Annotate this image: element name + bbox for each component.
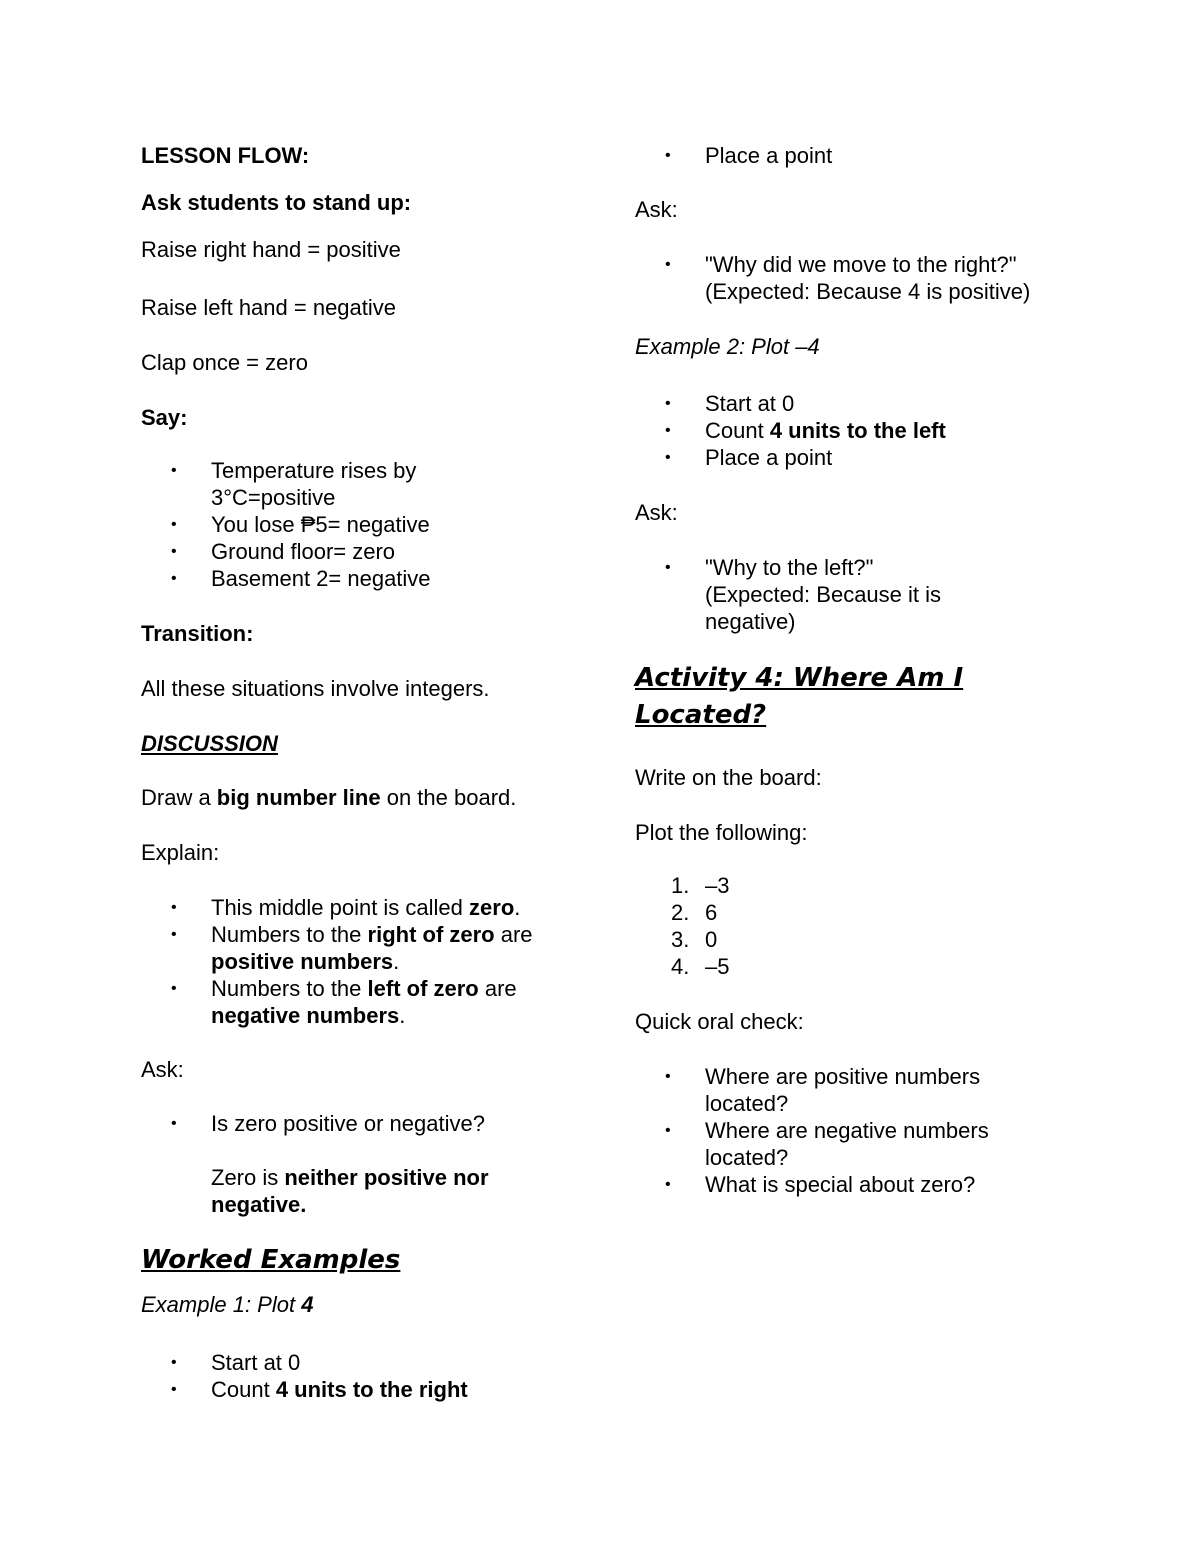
explain-text: Numbers to the — [211, 922, 368, 947]
bullet-icon: • — [665, 1122, 671, 1139]
list-item — [635, 417, 1075, 444]
ask-label: Ask: — [141, 1057, 184, 1082]
list-item — [141, 921, 581, 975]
list-item — [141, 1110, 581, 1218]
plot-value: 6 — [705, 900, 718, 925]
step-text: Place a point — [705, 445, 833, 470]
explain-text: This middle point is called — [211, 895, 470, 920]
bullet-icon: • — [171, 462, 177, 479]
ask-question: Is zero positive or negative? — [211, 1111, 485, 1136]
explain-text: are — [494, 922, 533, 947]
lesson-flow-heading: LESSON FLOW: — [141, 143, 310, 168]
bullet-icon: • — [171, 926, 177, 943]
example-1-steps — [141, 1349, 581, 1403]
bullet-icon: • — [665, 256, 671, 273]
worked-examples-heading: Worked Examples — [141, 1245, 401, 1275]
bullet-icon: • — [171, 899, 177, 916]
answer-bold: negative. — [211, 1192, 307, 1217]
explain-bold: positive numbers — [211, 949, 394, 974]
bullet-icon: • — [171, 1115, 177, 1132]
bullet-icon: • — [665, 395, 671, 412]
clap-text: Clap once = zero — [141, 350, 308, 375]
explain-bold: zero — [469, 895, 515, 920]
answer-bold: neither positive nor — [284, 1165, 489, 1190]
list-item — [635, 390, 1075, 417]
ask-list — [141, 1110, 581, 1218]
draw-instruction — [141, 784, 516, 811]
answer-line — [211, 1164, 581, 1191]
plot-following-text: Plot the following: — [635, 820, 808, 845]
bullet-icon: • — [171, 570, 177, 587]
say-item-line: Temperature rises by — [211, 458, 417, 483]
explain-bold: left of zero — [367, 976, 479, 1001]
list-item — [635, 953, 1075, 980]
question-line: "Why to the left?" — [705, 555, 874, 580]
raise-right-text: Raise right hand = positive — [141, 237, 401, 262]
bullet-icon: • — [665, 449, 671, 466]
explain-text: . — [514, 895, 521, 920]
explain-bold: right of zero — [367, 922, 495, 947]
say-item-text: Ground floor= zero — [211, 539, 396, 564]
example-label-bold: 4 — [301, 1292, 314, 1317]
bullet-icon: • — [171, 543, 177, 560]
check-line: Where are negative numbers — [705, 1118, 989, 1143]
quick-check-text: Quick oral check: — [635, 1009, 804, 1034]
step-text: Start at 0 — [211, 1350, 301, 1375]
bullet-icon: • — [665, 147, 671, 164]
list-item — [141, 511, 581, 538]
bullet-icon: • — [171, 980, 177, 997]
explain-line — [211, 975, 581, 1002]
transition-text: All these situations involve integers. — [141, 676, 490, 701]
explain-list — [141, 894, 581, 1029]
step-bold: 4 units to the left — [769, 418, 946, 443]
step-text: Start at 0 — [705, 391, 795, 416]
ask-label: Ask: — [635, 500, 678, 525]
step-text: Place a point — [705, 143, 833, 168]
write-board-text: Write on the board: — [635, 765, 822, 790]
explain-text: are — [478, 976, 517, 1001]
list-item — [141, 457, 581, 511]
explain-bold: negative numbers — [211, 1003, 400, 1028]
raise-left-text: Raise left hand = negative — [141, 295, 397, 320]
check-line: Where are positive numbers — [705, 1064, 981, 1089]
plot-value: –5 — [705, 954, 730, 979]
list-number: 1. — [671, 873, 690, 898]
bullet-icon: • — [665, 559, 671, 576]
bullet-icon: • — [171, 516, 177, 533]
explain-line — [211, 921, 581, 948]
question-line: (Expected: Because it is — [705, 582, 942, 607]
bullet-icon: • — [665, 1176, 671, 1193]
plot-list — [635, 872, 1075, 980]
say-item-text: Basement 2= negative — [211, 566, 431, 591]
explain-text: . — [393, 949, 400, 974]
answer-text: Zero is — [211, 1165, 285, 1190]
list-item — [635, 926, 1075, 953]
ask-list — [635, 251, 1075, 305]
list-item — [141, 975, 581, 1029]
list-number: 3. — [671, 927, 690, 952]
plot-value: 0 — [705, 927, 718, 952]
list-number: 4. — [671, 954, 690, 979]
ask-list — [635, 554, 1075, 635]
question-line: (Expected: Because 4 is positive) — [705, 279, 1031, 304]
example-1-steps-cont — [635, 142, 1075, 169]
draw-text: Draw a — [141, 785, 217, 810]
explain-text: . — [399, 1003, 406, 1028]
plot-value: –3 — [705, 873, 730, 898]
say-item-text: You lose ₱5= negative — [211, 512, 430, 537]
say-heading: Say: — [141, 405, 188, 430]
list-item — [635, 1063, 1075, 1117]
activity-4-heading: Activity 4: Where Am I — [635, 663, 964, 693]
step-bold: 4 units to the right — [275, 1377, 468, 1402]
step-text: Count — [211, 1377, 276, 1402]
question-line: "Why did we move to the right?" — [705, 252, 1017, 277]
explain-line — [211, 948, 581, 975]
transition-heading: Transition: — [141, 621, 254, 646]
draw-text: on the board. — [380, 785, 517, 810]
list-item — [635, 251, 1075, 305]
bullet-icon: • — [171, 1354, 177, 1371]
check-line: What is special about zero? — [705, 1172, 976, 1197]
list-item — [635, 1171, 1075, 1198]
discussion-heading: DISCUSSION — [141, 731, 278, 756]
list-item — [635, 444, 1075, 471]
step-text: Count — [705, 418, 770, 443]
check-line: located? — [705, 1091, 789, 1116]
check-line: located? — [705, 1145, 789, 1170]
list-item — [635, 899, 1075, 926]
list-item — [635, 872, 1075, 899]
activity-4-heading: Located? — [635, 700, 767, 730]
explain-label: Explain: — [141, 840, 220, 865]
ask-label: Ask: — [635, 197, 678, 222]
ask-stand-heading: Ask students to stand up: — [141, 190, 412, 215]
check-list — [635, 1063, 1075, 1198]
bullet-icon: • — [665, 1068, 671, 1085]
explain-line — [211, 1002, 581, 1029]
list-item — [141, 565, 581, 592]
example-2-label: Example 2: Plot –4 — [635, 334, 820, 359]
explain-text: Numbers to the — [211, 976, 368, 1001]
question-line: negative) — [705, 609, 796, 634]
list-item — [141, 538, 581, 565]
draw-bold-text: big number line — [216, 785, 381, 810]
list-item — [141, 894, 581, 921]
example-2-steps — [635, 390, 1075, 471]
bullet-icon: • — [665, 422, 671, 439]
list-item — [635, 554, 1075, 635]
list-item — [141, 1376, 581, 1403]
example-label-text: Example 1: Plot — [141, 1292, 302, 1317]
bullet-icon: • — [171, 1381, 177, 1398]
say-list — [141, 457, 581, 592]
list-item — [635, 142, 1075, 169]
list-item — [141, 1349, 581, 1376]
example-1-label — [141, 1291, 313, 1318]
list-item — [635, 1117, 1075, 1171]
say-item-line: 3°C=positive — [211, 485, 336, 510]
list-number: 2. — [671, 900, 690, 925]
